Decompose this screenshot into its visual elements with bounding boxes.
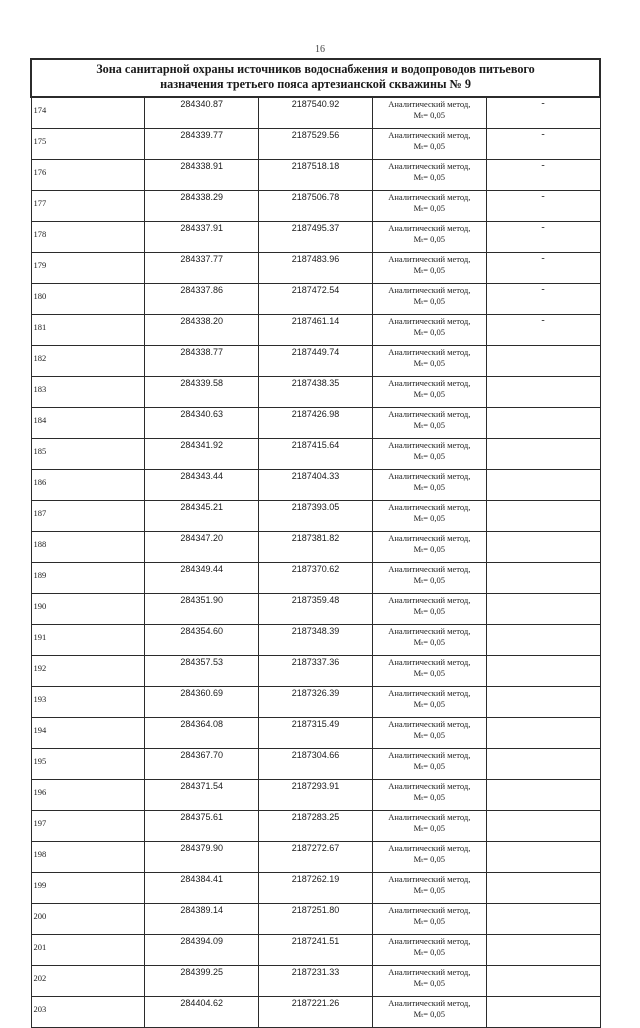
point-number-cell: 175	[31, 129, 145, 160]
method-cell	[372, 997, 486, 1028]
table-row	[31, 129, 600, 160]
method-text: Аналитический метод,	[388, 130, 471, 140]
description-cell: -	[486, 222, 600, 253]
y-coordinate-cell: 2187506.78	[259, 191, 373, 222]
y-coordinate-cell: 2187283.25	[259, 811, 373, 842]
accuracy-text: Mₜ= 0,05	[413, 761, 446, 771]
description-cell: -	[486, 284, 600, 315]
point-number-cell: 185	[31, 439, 145, 470]
point-number-cell: 196	[31, 780, 145, 811]
table-row	[31, 439, 600, 470]
method-cell	[372, 439, 486, 470]
x-coordinate-cell: 284371.54	[145, 780, 259, 811]
method-text: Аналитический метод,	[388, 502, 471, 512]
table-row	[31, 904, 600, 935]
x-coordinate-cell: 284345.21	[145, 501, 259, 532]
method-text: Аналитический метод,	[388, 967, 471, 977]
table-title	[31, 59, 600, 97]
x-coordinate-cell: 284338.20	[145, 315, 259, 346]
y-coordinate-cell: 2187415.64	[259, 439, 373, 470]
point-number-cell: 193	[31, 687, 145, 718]
x-coordinate-cell: 284337.86	[145, 284, 259, 315]
description-cell	[486, 501, 600, 532]
method-cell	[372, 718, 486, 749]
x-coordinate-cell: 284338.91	[145, 160, 259, 191]
y-coordinate-cell: 2187251.80	[259, 904, 373, 935]
method-text: Аналитический метод,	[388, 595, 471, 605]
x-coordinate-cell: 284343.44	[145, 470, 259, 501]
method-text: Аналитический метод,	[388, 533, 471, 543]
description-cell: -	[486, 253, 600, 284]
table-row	[31, 377, 600, 408]
accuracy-text: Mₜ= 0,05	[413, 575, 446, 585]
accuracy-text: Mₜ= 0,05	[413, 234, 446, 244]
method-text: Аналитический метод,	[388, 223, 471, 233]
y-coordinate-cell: 2187438.35	[259, 377, 373, 408]
point-number-cell: 203	[31, 997, 145, 1028]
method-cell	[372, 501, 486, 532]
accuracy-text: Mₜ= 0,05	[413, 482, 446, 492]
point-number-cell: 198	[31, 842, 145, 873]
method-text: Аналитический метод,	[388, 564, 471, 574]
x-coordinate-cell: 284389.14	[145, 904, 259, 935]
y-coordinate-cell: 2187241.51	[259, 935, 373, 966]
method-text: Аналитический метод,	[388, 750, 471, 760]
x-coordinate-cell: 284375.61	[145, 811, 259, 842]
x-coordinate-cell: 284339.77	[145, 129, 259, 160]
method-text: Аналитический метод,	[388, 936, 471, 946]
method-text: Аналитический метод,	[388, 99, 471, 109]
method-cell	[372, 315, 486, 346]
y-coordinate-cell: 2187315.49	[259, 718, 373, 749]
method-text: Аналитический метод,	[388, 409, 471, 419]
x-coordinate-cell: 284340.87	[145, 97, 259, 129]
x-coordinate-cell: 284399.25	[145, 966, 259, 997]
y-coordinate-cell: 2187472.54	[259, 284, 373, 315]
accuracy-text: Mₜ= 0,05	[413, 389, 446, 399]
accuracy-text: Mₜ= 0,05	[413, 203, 446, 213]
accuracy-text: Mₜ= 0,05	[413, 606, 446, 616]
table-title-row	[31, 59, 600, 97]
method-text: Аналитический метод,	[388, 657, 471, 667]
description-cell	[486, 377, 600, 408]
method-text: Аналитический метод,	[388, 874, 471, 884]
method-text: Аналитический метод,	[388, 440, 471, 450]
y-coordinate-cell: 2187495.37	[259, 222, 373, 253]
method-cell	[372, 873, 486, 904]
y-coordinate-cell: 2187348.39	[259, 625, 373, 656]
x-coordinate-cell: 284357.53	[145, 656, 259, 687]
table-row	[31, 160, 600, 191]
accuracy-text: Mₜ= 0,05	[413, 420, 446, 430]
method-cell	[372, 842, 486, 873]
coordinates-table	[30, 58, 601, 1028]
method-cell	[372, 687, 486, 718]
x-coordinate-cell: 284338.77	[145, 346, 259, 377]
point-number-cell: 197	[31, 811, 145, 842]
table-row	[31, 315, 600, 346]
description-cell	[486, 687, 600, 718]
method-text: Аналитический метод,	[388, 285, 471, 295]
method-text: Аналитический метод,	[388, 843, 471, 853]
table-row	[31, 594, 600, 625]
method-text: Аналитический метод,	[388, 781, 471, 791]
point-number-cell: 192	[31, 656, 145, 687]
description-cell: -	[486, 191, 600, 222]
table-row	[31, 842, 600, 873]
description-cell	[486, 532, 600, 563]
description-cell	[486, 656, 600, 687]
y-coordinate-cell: 2187426.98	[259, 408, 373, 439]
accuracy-text: Mₜ= 0,05	[413, 916, 446, 926]
x-coordinate-cell: 284379.90	[145, 842, 259, 873]
description-cell	[486, 997, 600, 1028]
point-number-cell: 180	[31, 284, 145, 315]
table-row	[31, 718, 600, 749]
accuracy-text: Mₜ= 0,05	[413, 265, 446, 275]
table-row	[31, 346, 600, 377]
table-row	[31, 625, 600, 656]
method-cell	[372, 408, 486, 439]
accuracy-text: Mₜ= 0,05	[413, 1009, 446, 1019]
method-text: Аналитический метод,	[388, 998, 471, 1008]
table-row	[31, 501, 600, 532]
x-coordinate-cell: 284340.63	[145, 408, 259, 439]
accuracy-text: Mₜ= 0,05	[413, 947, 446, 957]
description-cell	[486, 625, 600, 656]
y-coordinate-cell: 2187272.67	[259, 842, 373, 873]
accuracy-text: Mₜ= 0,05	[413, 823, 446, 833]
description-cell	[486, 718, 600, 749]
y-coordinate-cell: 2187326.39	[259, 687, 373, 718]
y-coordinate-cell: 2187337.36	[259, 656, 373, 687]
y-coordinate-cell: 2187540.92	[259, 97, 373, 129]
table-row	[31, 191, 600, 222]
table-title-line-1: Зона санитарной охраны источников водоснабжения и водопроводов питьевого	[96, 62, 535, 76]
y-coordinate-cell: 2187221.26	[259, 997, 373, 1028]
accuracy-text: Mₜ= 0,05	[413, 730, 446, 740]
x-coordinate-cell: 284367.70	[145, 749, 259, 780]
method-text: Аналитический метод,	[388, 316, 471, 326]
point-number-cell: 186	[31, 470, 145, 501]
description-cell	[486, 935, 600, 966]
method-cell	[372, 904, 486, 935]
y-coordinate-cell: 2187293.91	[259, 780, 373, 811]
x-coordinate-cell: 284341.92	[145, 439, 259, 470]
accuracy-text: Mₜ= 0,05	[413, 451, 446, 461]
table-row	[31, 780, 600, 811]
method-cell	[372, 470, 486, 501]
method-text: Аналитический метод,	[388, 905, 471, 915]
x-coordinate-cell: 284351.90	[145, 594, 259, 625]
accuracy-text: Mₜ= 0,05	[413, 885, 446, 895]
point-number-cell: 176	[31, 160, 145, 191]
method-text: Аналитический метод,	[388, 378, 471, 388]
point-number-cell: 191	[31, 625, 145, 656]
table-row	[31, 470, 600, 501]
point-number-cell: 202	[31, 966, 145, 997]
method-cell	[372, 656, 486, 687]
description-cell: -	[486, 160, 600, 191]
x-coordinate-cell: 284364.08	[145, 718, 259, 749]
point-number-cell: 194	[31, 718, 145, 749]
description-cell: -	[486, 315, 600, 346]
y-coordinate-cell: 2187262.19	[259, 873, 373, 904]
point-number-cell: 195	[31, 749, 145, 780]
method-cell	[372, 346, 486, 377]
accuracy-text: Mₜ= 0,05	[413, 141, 446, 151]
table-body	[31, 97, 600, 1028]
method-cell	[372, 935, 486, 966]
point-number-cell: 200	[31, 904, 145, 935]
accuracy-text: Mₜ= 0,05	[413, 513, 446, 523]
point-number-cell: 184	[31, 408, 145, 439]
point-number-cell: 188	[31, 532, 145, 563]
description-cell	[486, 780, 600, 811]
page-number: 16	[315, 44, 325, 55]
description-cell	[486, 470, 600, 501]
x-coordinate-cell: 284349.44	[145, 563, 259, 594]
point-number-cell: 199	[31, 873, 145, 904]
point-number-cell: 177	[31, 191, 145, 222]
description-cell: -	[486, 129, 600, 160]
method-text: Аналитический метод,	[388, 471, 471, 481]
table-row	[31, 749, 600, 780]
y-coordinate-cell: 2187529.56	[259, 129, 373, 160]
x-coordinate-cell: 284354.60	[145, 625, 259, 656]
table-row	[31, 284, 600, 315]
y-coordinate-cell: 2187449.74	[259, 346, 373, 377]
table-row	[31, 532, 600, 563]
table-row	[31, 408, 600, 439]
description-cell	[486, 842, 600, 873]
method-cell	[372, 563, 486, 594]
x-coordinate-cell: 284337.91	[145, 222, 259, 253]
description-cell	[486, 904, 600, 935]
x-coordinate-cell: 284404.62	[145, 997, 259, 1028]
method-text: Аналитический метод,	[388, 719, 471, 729]
x-coordinate-cell: 284394.09	[145, 935, 259, 966]
accuracy-text: Mₜ= 0,05	[413, 296, 446, 306]
y-coordinate-cell: 2187370.62	[259, 563, 373, 594]
table-row	[31, 966, 600, 997]
accuracy-text: Mₜ= 0,05	[413, 668, 446, 678]
description-cell	[486, 873, 600, 904]
method-cell	[372, 811, 486, 842]
x-coordinate-cell: 284384.41	[145, 873, 259, 904]
table-row	[31, 656, 600, 687]
method-text: Аналитический метод,	[388, 254, 471, 264]
accuracy-text: Mₜ= 0,05	[413, 699, 446, 709]
x-coordinate-cell: 284347.20	[145, 532, 259, 563]
table-row	[31, 253, 600, 284]
table-row	[31, 222, 600, 253]
y-coordinate-cell: 2187404.33	[259, 470, 373, 501]
method-cell	[372, 160, 486, 191]
table-row	[31, 935, 600, 966]
point-number-cell: 183	[31, 377, 145, 408]
accuracy-text: Mₜ= 0,05	[413, 327, 446, 337]
description-cell	[486, 439, 600, 470]
method-cell	[372, 594, 486, 625]
method-cell	[372, 625, 486, 656]
accuracy-text: Mₜ= 0,05	[413, 172, 446, 182]
table-title-line-2: назначения третьего пояса артезианской скважины № 9	[160, 77, 471, 91]
y-coordinate-cell: 2187393.05	[259, 501, 373, 532]
point-number-cell: 181	[31, 315, 145, 346]
method-text: Аналитический метод,	[388, 161, 471, 171]
y-coordinate-cell: 2187483.96	[259, 253, 373, 284]
y-coordinate-cell: 2187381.82	[259, 532, 373, 563]
method-cell	[372, 780, 486, 811]
method-cell	[372, 253, 486, 284]
table-row	[31, 97, 600, 129]
method-text: Аналитический метод,	[388, 812, 471, 822]
x-coordinate-cell: 284360.69	[145, 687, 259, 718]
table-row	[31, 997, 600, 1028]
method-text: Аналитический метод,	[388, 347, 471, 357]
accuracy-text: Mₜ= 0,05	[413, 358, 446, 368]
accuracy-text: Mₜ= 0,05	[413, 978, 446, 988]
method-cell	[372, 129, 486, 160]
y-coordinate-cell: 2187518.18	[259, 160, 373, 191]
description-cell	[486, 594, 600, 625]
x-coordinate-cell: 284338.29	[145, 191, 259, 222]
y-coordinate-cell: 2187231.33	[259, 966, 373, 997]
x-coordinate-cell: 284339.58	[145, 377, 259, 408]
description-cell	[486, 749, 600, 780]
accuracy-text: Mₜ= 0,05	[413, 544, 446, 554]
point-number-cell: 178	[31, 222, 145, 253]
table-row	[31, 687, 600, 718]
point-number-cell: 187	[31, 501, 145, 532]
method-text: Аналитический метод,	[388, 688, 471, 698]
point-number-cell: 182	[31, 346, 145, 377]
point-number-cell: 190	[31, 594, 145, 625]
method-cell	[372, 377, 486, 408]
point-number-cell: 201	[31, 935, 145, 966]
description-cell	[486, 346, 600, 377]
table-row	[31, 811, 600, 842]
y-coordinate-cell: 2187461.14	[259, 315, 373, 346]
point-number-cell: 189	[31, 563, 145, 594]
description-cell	[486, 966, 600, 997]
method-text: Аналитический метод,	[388, 626, 471, 636]
accuracy-text: Mₜ= 0,05	[413, 792, 446, 802]
y-coordinate-cell: 2187304.66	[259, 749, 373, 780]
description-cell	[486, 563, 600, 594]
method-cell	[372, 97, 486, 129]
accuracy-text: Mₜ= 0,05	[413, 637, 446, 647]
method-cell	[372, 532, 486, 563]
method-cell	[372, 191, 486, 222]
description-cell	[486, 811, 600, 842]
method-text: Аналитический метод,	[388, 192, 471, 202]
y-coordinate-cell: 2187359.48	[259, 594, 373, 625]
method-cell	[372, 222, 486, 253]
accuracy-text: Mₜ= 0,05	[413, 854, 446, 864]
method-cell	[372, 749, 486, 780]
table-row	[31, 873, 600, 904]
method-cell	[372, 284, 486, 315]
x-coordinate-cell: 284337.77	[145, 253, 259, 284]
description-cell	[486, 408, 600, 439]
point-number-cell: 174	[31, 97, 145, 129]
method-cell	[372, 966, 486, 997]
accuracy-text: Mₜ= 0,05	[413, 110, 446, 120]
table-row	[31, 563, 600, 594]
point-number-cell: 179	[31, 253, 145, 284]
description-cell: -	[486, 97, 600, 129]
